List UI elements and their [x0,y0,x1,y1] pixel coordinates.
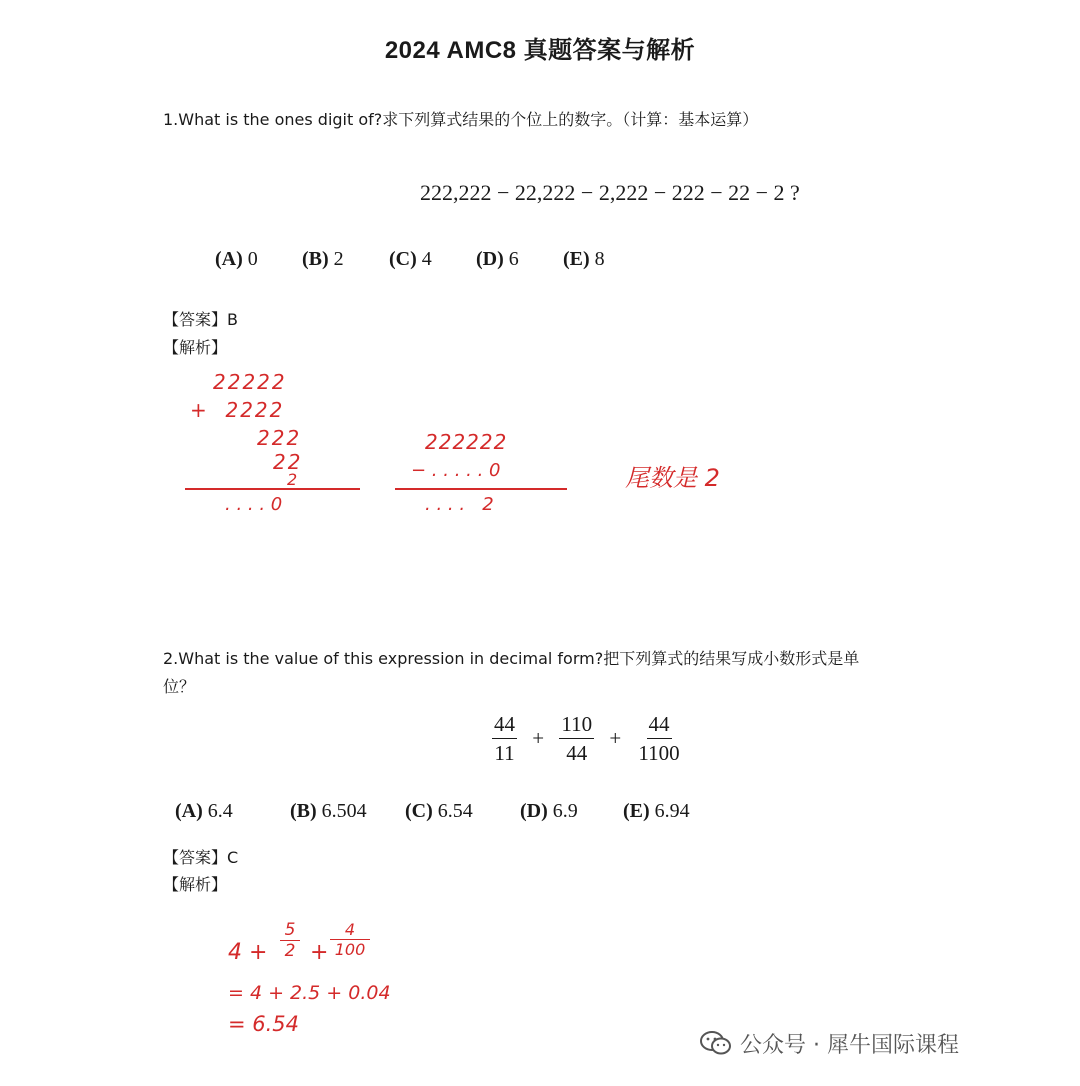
question-2-answer: 【答案】C [163,848,239,867]
choice-a: (A) 0 [215,248,258,270]
question-1-text: 1.What is the ones digit of?求下列算式结果的个位上的数字。（计算：基本运算） [163,110,759,129]
choice-d: (D) 6.9 [520,800,578,822]
page-title: 2024 AMC8 真题答案与解析 [384,37,696,64]
question-2-handwritten-work: 4 + 5 2 + 4 100 = 4 + 2.5 + 0.04 = 6.54 [228,920,391,1036]
choice-c: (C) 6.54 [405,800,473,822]
question-1-handwritten-work: 22222 + 2222 222 22 2 . . . . 0 222222 − . . . . . 0 . . . . 2 [185,370,605,530]
sum-line-2 [395,488,567,490]
question-2-analysis-label: 【解析】 [163,875,228,894]
question-2-text-line-1: 2.What is the value of this expression in decimal form?把下列算式的结果写成小数形式是单 [163,649,860,668]
choice-b: (B) 6.504 [290,800,367,822]
sum-line-1 [185,488,360,490]
choice-c: (C) 4 [389,248,432,270]
question-1-expression: 222,222 − 22,222 − 2,222 − 222 − 22 − 2 ? [420,180,800,205]
question-2-choices [175,800,690,823]
fraction-1: $\frac{44}{11}$ [494,712,515,765]
question-1-note: 尾数是 2 [625,464,720,492]
fraction-2: $\frac{110}{44}$ [561,712,593,765]
wechat-icon [700,1030,732,1062]
choice-e: (E) 8 [563,248,605,270]
question-1-analysis-label: 【解析】 [163,338,228,357]
choice-b: (B) 2 [302,248,344,270]
watermark: 公众号 · 犀牛国际课程 [700,1028,959,1062]
fraction-3: $\frac{44}{1100}$ [638,712,680,765]
question-1-answer: 【答案】B [163,310,238,329]
question-2-expression: $\frac{44}{11}$ + $\frac{110}{44}$ + $\frac{44}{1100}$ [494,712,680,765]
question-1-choices [215,248,605,271]
question-2-text-line-2: 位？ [163,677,196,696]
choice-d: (D) 6 [476,248,519,270]
choice-a: (A) 6.4 [175,800,233,822]
choice-e: (E) 6.94 [623,800,690,822]
